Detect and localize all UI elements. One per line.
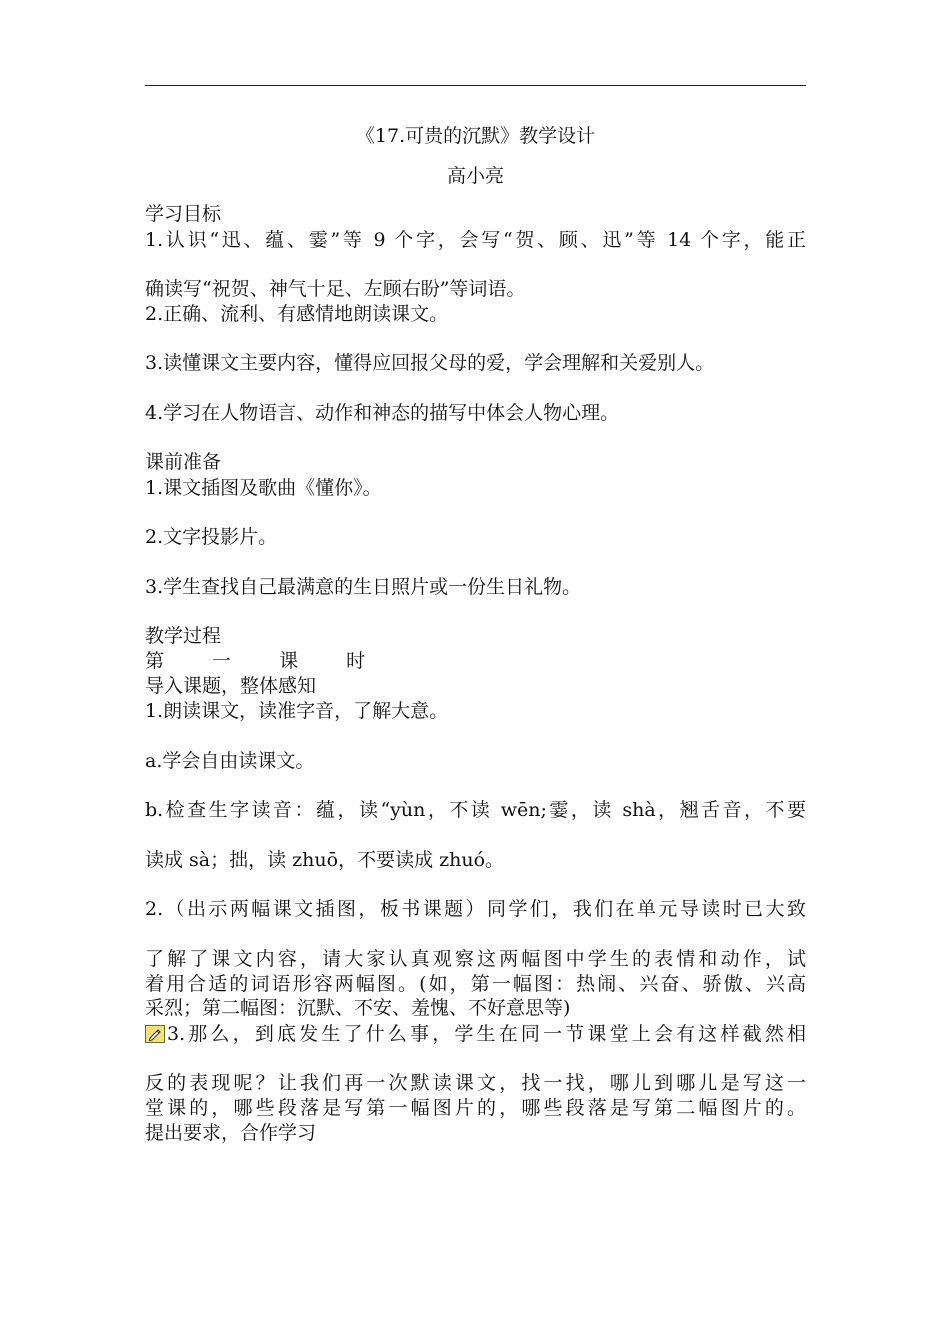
prep-2: 2.文字投影片。	[145, 526, 278, 548]
step-3-line-4: 提出要求，合作学习	[145, 1122, 317, 1144]
lesson-heading: 第 一 课 时	[145, 650, 387, 672]
prep-3: 3.学生查找自己最满意的生日照片或一份生日礼物。	[145, 576, 582, 598]
goal-1-line-2: 确读写“祝贺、神气十足、左顾右盼”等词语。	[145, 278, 526, 300]
goal-4: 4.学习在人物语言、动作和神态的描写中体会人物心理。	[145, 402, 620, 424]
step-2-line-4: 采烈；第二幅图：沉默、不安、羞愧、不好意思等)	[145, 997, 571, 1019]
process-heading: 教学过程	[145, 625, 222, 647]
step-1a: a.学会自由读课文。	[145, 750, 315, 772]
step-2-line-1: 2.（出示两幅课文插图，板书课题）同学们，我们在单元导读时已大致	[145, 898, 806, 920]
goal-1-line-1: 1.认识“迅、蕴、霎”等 9 个字，会写“贺、顾、迅”等 14 个字，能正	[145, 229, 806, 251]
step-1: 1.朗读课文，读准字音，了解大意。	[145, 700, 449, 722]
document-title: 《17.可贵的沉默》教学设计	[355, 125, 596, 147]
step-2-line-2: 了解了课文内容，请大家认真观察这两幅图中学生的表情和动作，试	[145, 948, 806, 970]
step-3-line-3: 堂课的，哪些段落是写第一幅图片的，哪些段落是写第二幅图片的。	[145, 1097, 806, 1119]
step-3-line-1-row	[145, 1022, 806, 1046]
header-rule	[145, 85, 806, 86]
prep-heading: 课前准备	[145, 451, 222, 473]
step-1b-line-2: 读成 sà；拙，读 zhuō，不要读成 zhuó。	[145, 849, 505, 871]
step-3-line-1: 3.那么，到底发生了什么事，学生在同一节课堂上会有这样截然相	[167, 1023, 806, 1045]
goal-2: 2.正确、流利、有感情地朗读课文。	[145, 303, 449, 325]
goals-heading: 学习目标	[145, 203, 222, 225]
intro-heading: 导入课题，整体感知	[145, 675, 317, 697]
author-name: 高小亮	[446, 165, 504, 187]
prep-1: 1.课文插图及歌曲《懂你》。	[145, 477, 382, 499]
step-1b-line-1: b.检查生字读音：蕴，读“yùn，不读 wēn;霎，读 shà，翘舌音，不要	[145, 799, 806, 821]
goal-3: 3.读懂课文主要内容，懂得应回报父母的爱，学会理解和关爱别人。	[145, 352, 715, 374]
edit-pencil-icon[interactable]	[145, 1025, 165, 1043]
step-3-line-2: 反的表现呢？让我们再一次默读课文，找一找，哪儿到哪儿是写这一	[145, 1072, 806, 1094]
step-2-line-3: 着用合适的词语形容两幅图。(如，第一幅图：热闹、兴奋、骄傲、兴高	[145, 973, 806, 995]
